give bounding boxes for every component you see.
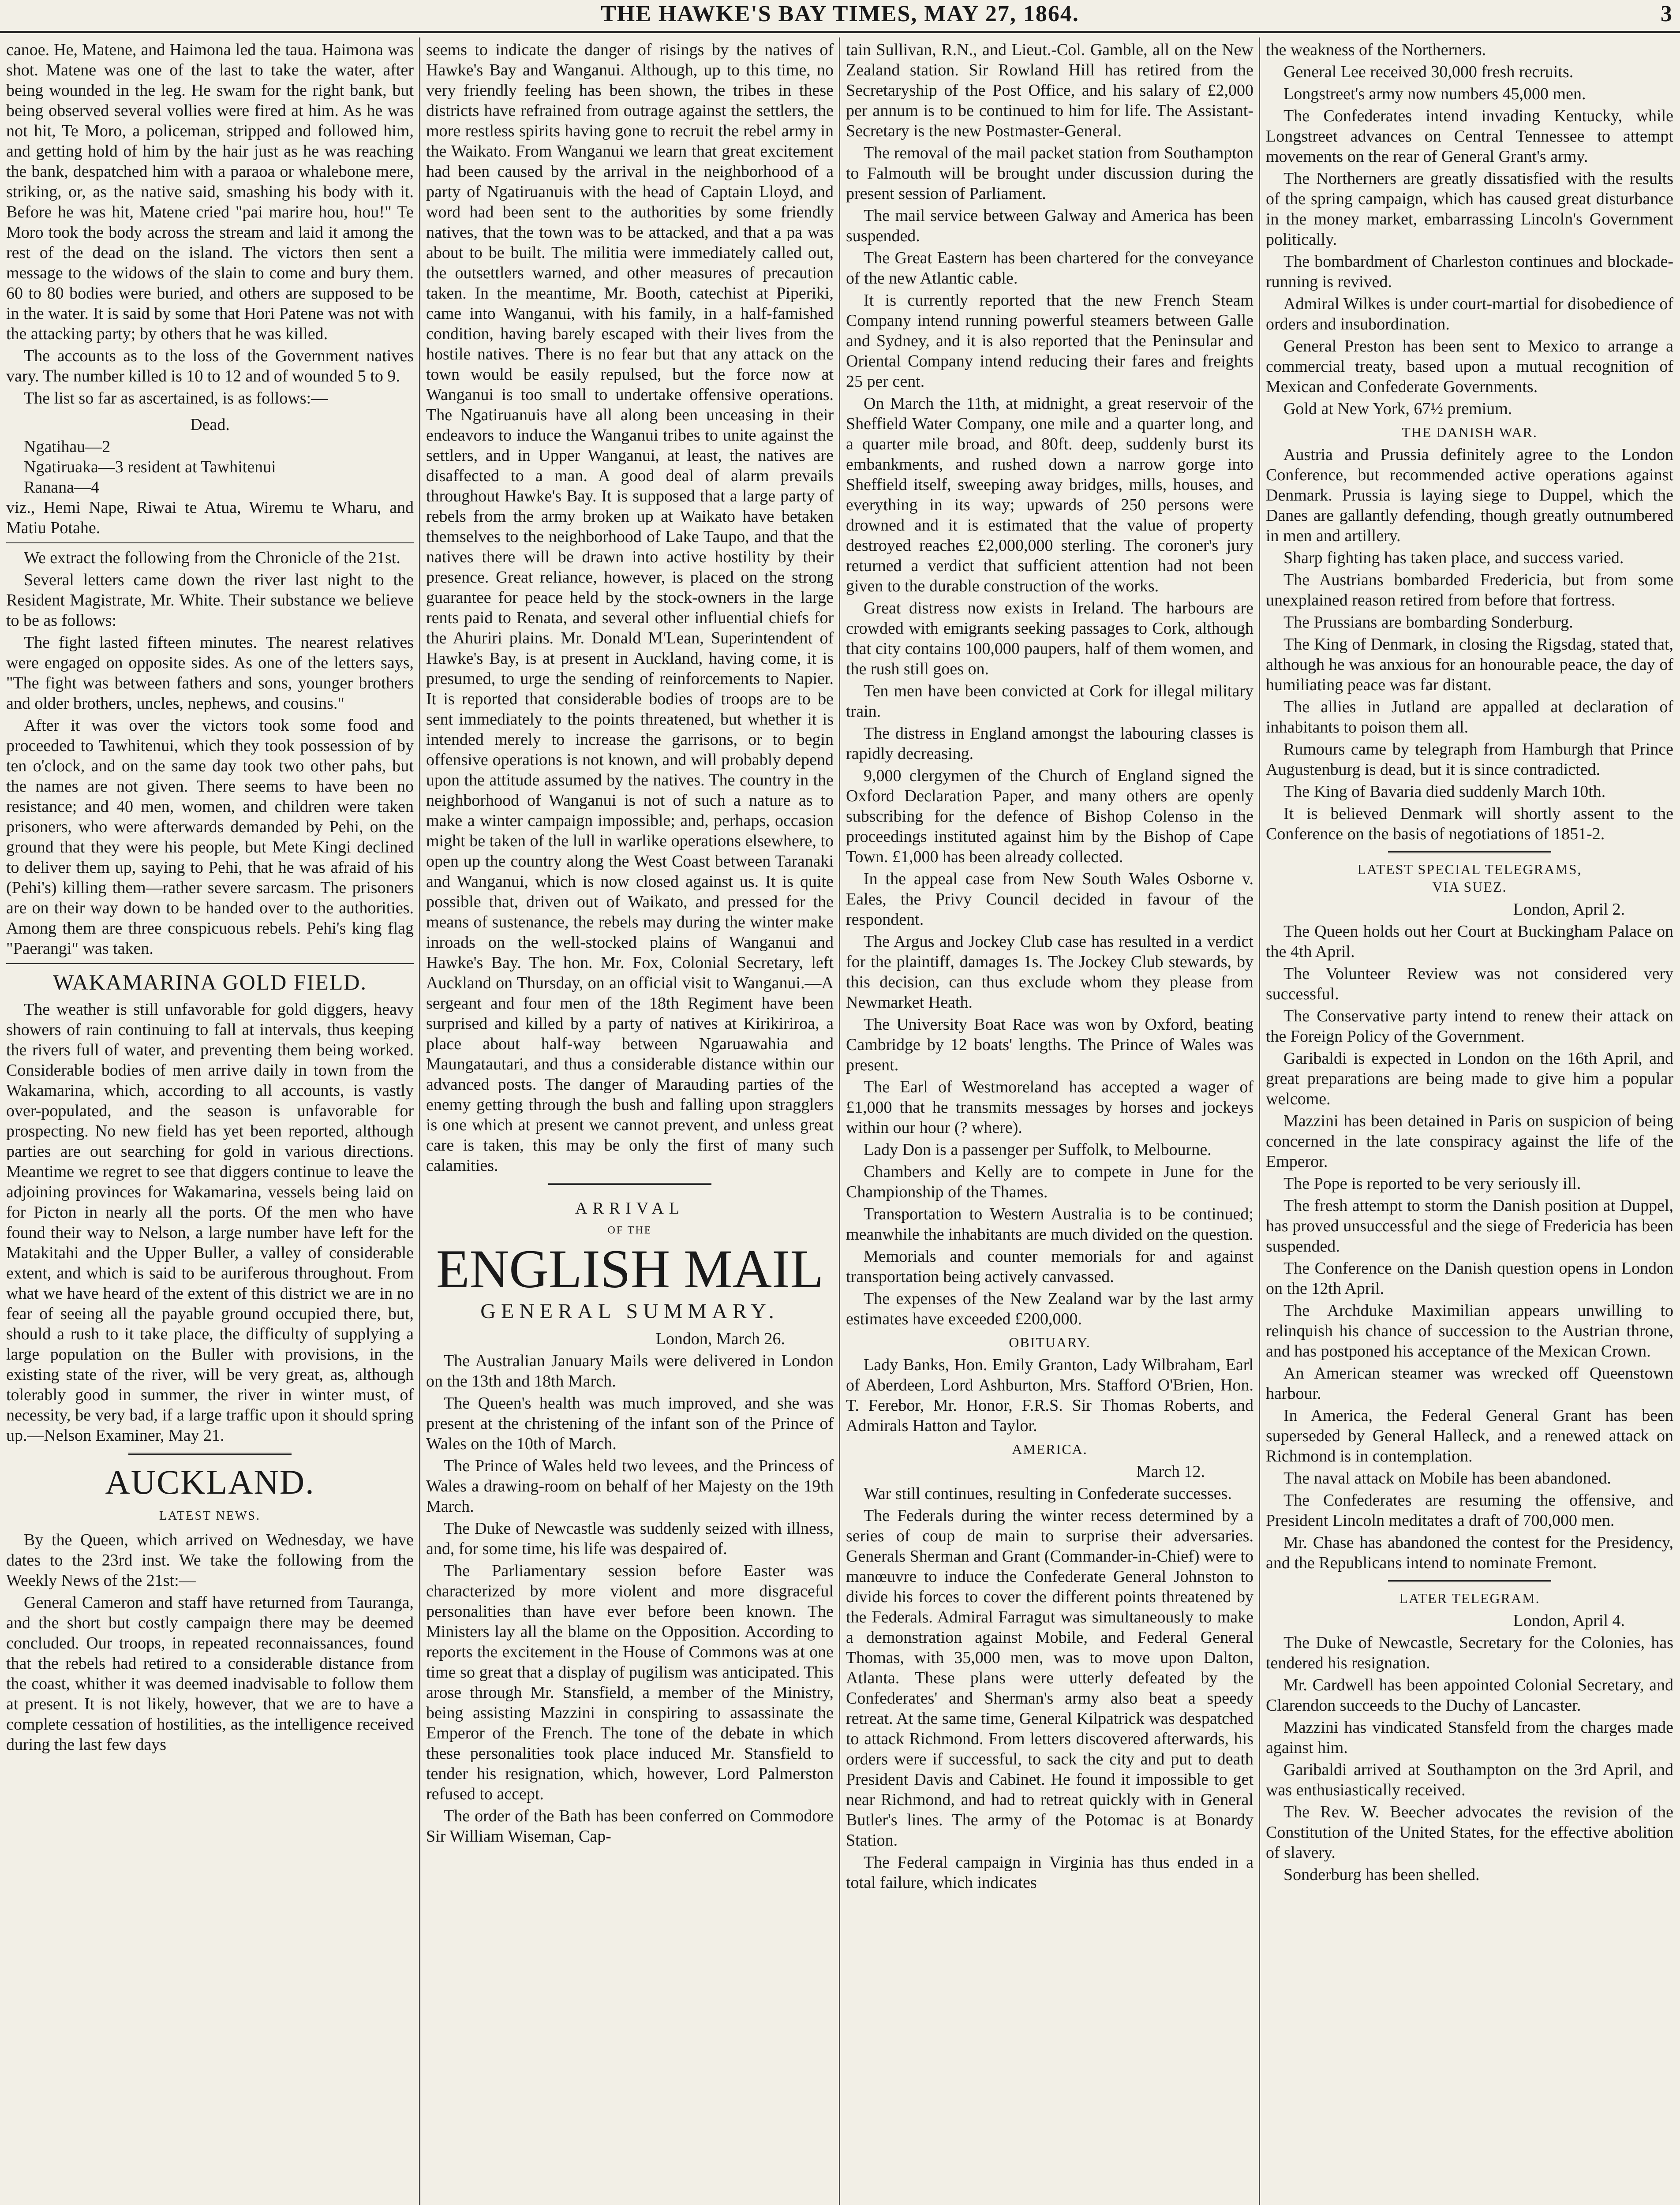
dateline: March 12. (1136, 1462, 1205, 1481)
column-2 (426, 40, 834, 2205)
article-paragraph: Transportation to Western Australia is to be continued; meanwhile the inhabitants are much divided on the question. (846, 1205, 1253, 1244)
dateline: London, March 26. (655, 1330, 785, 1348)
article-paragraph: General Cameron and staff have returned from Tauranga, and the short but costly campaign there may be deemed concluded. Our troops, in repeated reconnaissances, found that the rebels had retired to a considerable distance from the coast, whither it was deemed inadvisable to follow them at present. It is not likely, however, that we are to have a complete cessation of hostilities, as the intelligence received during the last few days (6, 1593, 414, 1754)
article-paragraph: Memorials and counter memorials for and against transportation being actively canvassed. (846, 1247, 1253, 1286)
dead-list-item: Ngatihau—2 (24, 437, 111, 456)
mail-arrival: ARRIVAL (575, 1199, 685, 1218)
article-paragraph: The accounts as to the loss of the Government natives vary. The number killed is 10 to 12 and of wounded 5 to 9. (6, 347, 414, 385)
article-paragraph: The fight lasted fifteen minutes. The nearest relatives were engaged on opposite sides. As one of the letters says, "The fight was between fathers and sons, younger brothers and older brothers, uncles, nephews, and cousins." (6, 633, 414, 713)
article-paragraph: War still continues, resulting in Confederate successes. (864, 1484, 1232, 1503)
article-paragraph: On March the 11th, at midnight, a great reservoir of the Sheffield Water Company, one mile and a quarter long, and a quarter mile broad, and 80ft. deep, suddenly burst its embankments, and rushed down a narrow gorge into Sheffield itself, sweeping away bridges, mills, houses, and everything in its way; upwards of 250 persons were drowned and it is estimated that the value of property destroyed reaches £2,000,000 sterling. The coroner's jury returned a verdict that sufficient attention had not been given to the durable construction of the works. (846, 394, 1253, 595)
article-paragraph: Garibaldi is expected in London on the 16th April, and great preparations are being made to give him a popular welcome. (1266, 1049, 1673, 1108)
article-paragraph: The Pope is reported to be very seriously ill. (1283, 1174, 1581, 1193)
dateline: London, April 4. (1513, 1611, 1625, 1630)
article-paragraph: The bombardment of Charleston continues and blockade-running is revived. (1266, 252, 1673, 291)
article-paragraph: The Argus and Jockey Club case has resulted in a verdict for the plaintiff, damages 1s. The Jockey Club stewards, by this decision, can thus exclude whom they please from Newmarket Heath. (846, 932, 1253, 1012)
mail-of-the: OF THE (607, 1225, 652, 1236)
section-divider (128, 1453, 292, 1455)
article-paragraph: The Northerners are greatly dissatisfied with the results of the spring campaign, which has caused great disturbance in the money market, embarrassing Lincoln's Government politically. (1266, 169, 1673, 249)
page-number: 3 (1661, 1, 1672, 26)
article-paragraph: The Prince of Wales held two levees, and the Princess of Wales a drawing-room on behalf of her Majesty on the 19th March. (426, 1457, 834, 1516)
article-paragraph: tain Sullivan, R.N., and Lieut.-Col. Gamble, all on the New Zealand station. Sir Rowland Hill has retired from the Secretaryship of the Post Office, and his salary of £2,000 per annum is to be continued to him for life. The Assistant-Secretary is the new Postmaster-General. (846, 41, 1253, 140)
dead-names: viz., Hemi Nape, Riwai te Atua, Wiremu te Wharu, and Matiu Potahe. (6, 498, 414, 537)
dead-list-item: Ngatiruaka—3 resident at Tawhitenui (24, 458, 276, 476)
article-paragraph: Several letters came down the river last night to the Resident Magistrate, Mr. White. Their substance we believe to be as follows: (6, 571, 414, 630)
article-paragraph: The Queen's health was much improved, and she was present at the christening of the infant son of the Prince of Wales on the 10th of March. (426, 1394, 834, 1453)
danish-war-heading: THE DANISH WAR. (1402, 424, 1538, 440)
dead-list-heading: Dead. (190, 415, 230, 434)
article-paragraph: Sonderburg has been shelled. (1283, 1865, 1480, 1884)
column-rule (419, 37, 420, 2205)
article-paragraph: canoe. He, Matene, and Haimona led the taua. Haimona was shot. Matene was one of the last to take the water, after being wounded in the leg. He swam for the right bank, but being observed several vollies were fired at him. As he was not hit, Te Moro, a policeman, stripped and followed him, and getting hold of him by the hair just as he was reaching the bank, despatched him with a paraoa or whalebone mere, striking, or, as the native said, smashing his body with it. Before he was hit, Matene cried "pai marire hou, hou!" Te Moro took the body across the stream and laid it among the rest of the dead on the island. The victors then sent a message to the widows of the slain to come and bury them. 60 to 80 bodies were buried, and others are supposed to be in the water. It is said by some that Hori Patene was not with the attacking party; by others that he was killed. (6, 41, 414, 343)
article-paragraph: We extract the following from the Chronicle of the 21st. (24, 549, 400, 567)
article-paragraph: The Australian January Mails were delivered in London on the 13th and 18th March. (426, 1352, 834, 1390)
section-divider (1388, 1580, 1551, 1582)
article-paragraph: General Lee received 30,000 fresh recruits. (1283, 63, 1574, 81)
article-paragraph: The Archduke Maximilian appears unwilling to relinquish his chance of succession to the Austrian throne, and has postponed his acceptance of the Mexican Crown. (1266, 1301, 1673, 1360)
article-paragraph: Lady Banks, Hon. Emily Granton, Lady Wilbraham, Earl of Aberdeen, Lord Ashburton, Mrs. Stafford O'Brien, Hon. T. Ferebor, Mr. Honor, F.R.S. Sir Thomas Roberts, and Admirals Hatton and Taylor. (846, 1356, 1253, 1435)
article-paragraph: Great distress now exists in Ireland. The harbours are crowded with emigrants seeking passages to Cork, although that city contains 100,000 paupers, half of them women, and the rush still goes on. (846, 599, 1253, 678)
article-paragraph: Lady Don is a passenger per Suffolk, to Melbourne. (864, 1140, 1212, 1159)
section-divider (1388, 851, 1551, 853)
article-paragraph: The Austrians bombarded Fredericia, but from some unexplained reason retired from before that fortress. (1266, 571, 1673, 609)
article-paragraph: Sharp fighting has taken place, and success varied. (1283, 549, 1624, 567)
general-summary-heading: GENERAL SUMMARY. (480, 1300, 779, 1323)
article-paragraph: The order of the Bath has been conferred on Commodore Sir William Wiseman, Cap- (426, 1807, 834, 1846)
article-paragraph: The Volunteer Review was not considered very successful. (1266, 964, 1673, 1003)
article-paragraph: It is currently reported that the new French Steam Company intend running powerful steamers between Galle and Sydney, and it is also reported that the Peninsular and Oriental Company intend reducing their fares and freights 25 per cent. (846, 291, 1253, 391)
article-paragraph: Rumours came by telegraph from Hamburgh that Prince Augustenburg is dead, but it is since contradicted. (1266, 740, 1673, 779)
english-mail-heading: ENGLISH MAIL (436, 1239, 824, 1299)
article-paragraph: Mr. Cardwell has been appointed Colonial Secretary, and Clarendon succeeds to the Duchy of Lancaster. (1266, 1676, 1673, 1715)
article-paragraph: Chambers and Kelly are to compete in June for the Championship of the Thames. (846, 1162, 1253, 1201)
article-paragraph: The King of Bavaria died suddenly March 10th. (1283, 782, 1606, 801)
article-paragraph: The list so far as ascertained, is as follows:— (24, 389, 328, 407)
article-paragraph: The Duke of Newcastle was suddenly seized with illness, and, for some time, his life was despaired of. (426, 1519, 834, 1558)
article-paragraph: The Confederates are resuming the offensive, and President Lincoln meditates a draft of 700,000 men. (1266, 1491, 1673, 1530)
latest-telegrams-heading: LATEST SPECIAL TELEGRAMS, (1357, 861, 1582, 877)
article-paragraph: Admiral Wilkes is under court-martial for disobedience of orders and insubordination. (1266, 295, 1673, 333)
masthead-title: THE HAWKE'S BAY TIMES, MAY 27, 1864. (601, 1, 1079, 26)
via-suez-heading: VIA SUEZ. (1432, 879, 1507, 895)
article-paragraph: seems to indicate the danger of risings by the natives of Hawke's Bay and Wanganui. Although, up to this time, no very friendly feeling has been shown, the tribes in these districts have refrained from outrage against the settlers, the more restless spirits having gone to recruit the rebel army in the Waikato. From Wanganui we learn that great excitement had been caused by the arrival in the neighborhood of a party of Ngatiruanuis with the head of Captain Lloyd, and word had been sent to the authorities by some friendly natives, that the town was to be attacked, and that a pa was about to be built. The militia were immediately called out, the outsettlers warned, and other measures of precaution taken. In the meantime, Mr. Booth, catechist at Piperiki, came into Wanganui, with his family, in a half-famished condition, having barely escaped with their lives from the hostile natives. There is no fear but that any attack on the town would be easily repulsed, but the force now at Wanganui is too small to undertake offensive operations. The Ngatiruanuis have all along been unceasing in their endeavors to induce the Wanganui tribes to unite against the settlers, and in Upper Wanganui, at least, the natives are disaffected to a man. A good deal of alarm prevails throughout Hawke's Bay. It is supposed that a large party of rebels from the army broken up at Waikato have betaken themselves to the neighborhood of Lake Taupo, and that the natives there will be drawn into active hostility by their presence. Great reliance, however, is placed on the strong guarantee for peace held by the stock-owners in the large rents paid to Renata, and several other influential chiefs for the Ahuriri plains. Mr. Donald M'Lean, Superintendent of Hawke's Bay, is at present in Auckland, having come, it is presumed, to urge the sending of reinforcements to Napier. It is reported that considerable bodies of troops are to be sent immediately to the points threatened, but whether it is intended merely to increase the garrisons, or to begin offensive operations is not known, and will probably depend upon the attitude assumed by the natives. The country in the neighborhood of Wanganui is not of such a nature as to make a winter campaign impossible; and, perhaps, occasion might be taken of the lull in warlike operations elsewhere, to open up the country along the West Coast between Taranaki and Wanganui, which is now closed against us. It is quite possible that, driven out of Waikato, and pressed for the means of sustenance, the rebels may during the winter make inroads on the well-stocked plains of Wanganui and Hawke's Bay. The hon. Mr. Fox, Colonial Secretary, left Auckland on Thursday, on an official visit to Wanganui.—A sergeant and four men of the 18th Regiment have been surprised and killed by a party of natives at Kirikiriroa, a place about half-way between Ngaruawahia and Maungatautari, and thus a considerable distance within our advanced posts. The danger of Marauding parties of the enemy getting through the bush and falling upon stragglers is one which at present we cannot prevent, and unless great care is taken, this may be only the first of many such calamities. (426, 41, 834, 1175)
article-paragraph: The allies in Jutland are appalled at declaration of inhabitants to poison them all. (1266, 698, 1673, 736)
article-paragraph: Garibaldi arrived at Southampton on the 3rd April, and was enthusiastically received. (1266, 1760, 1673, 1799)
column-4 (1266, 40, 1673, 2205)
article-paragraph: The removal of the mail packet station from Southampton to Falmouth will be brought under discussion during the present session of Parliament. (846, 144, 1253, 203)
article-paragraph: The Queen holds out her Court at Buckingham Palace on the 4th April. (1266, 922, 1673, 961)
later-telegram-heading: LATER TELEGRAM. (1399, 1590, 1540, 1606)
column-rule (839, 37, 840, 2205)
article-paragraph: Gold at New York, 67½ premium. (1283, 400, 1512, 418)
article-paragraph: Longstreet's army now numbers 45,000 men. (1283, 85, 1586, 103)
article-paragraph: The Great Eastern has been chartered for the conveyance of the new Atlantic cable. (846, 249, 1253, 288)
article-paragraph: The Rev. W. Beecher advocates the revision of the Constitution of the United States, for the effective abolition of slavery. (1266, 1803, 1673, 1862)
auckland-heading: AUCKLAND. (105, 1463, 315, 1501)
article-paragraph: Mazzini has vindicated Stansfeld from the charges made against him. (1266, 1718, 1673, 1757)
article-paragraph: By the Queen, which arrived on Wednesday, we have dates to the 23rd inst. We take the following from the Weekly News of the 21st:— (6, 1531, 414, 1590)
article-paragraph: The Parliamentary session before Easter was characterized by more violent and more disgraceful personalities than have ever before been known. The Ministers lay all the blame on the Opposition. According to reports the excitement in the House of Commons was at one time so great that a display of pugilism was anticipated. This arose through Mr. Stansfield, a member of the Ministry, being assisting Mazzini in conspiring to assassinate the Emperor of the French. The tone of the debate in which these personalities took place induced Mr. Stansfield to tender his resignation, which, however, Lord Palmerston refused to accept. (426, 1562, 834, 1803)
article-paragraph: Austria and Prussia definitely agree to the London Conference, but recommended active operations against Denmark. Prussia is laying siege to Duppel, which the Danes are gallantly defending, though greatly outnumbered in men and artillery. (1266, 445, 1673, 545)
article-paragraph: General Preston has been sent to Mexico to arrange a commercial treaty, based upon a mutual recognition of Mexican and Confederate Governments. (1266, 337, 1673, 396)
article-paragraph: The expenses of the New Zealand war by the last army estimates have exceeded £200,000. (846, 1289, 1253, 1328)
article-paragraph: 9,000 clergymen of the Church of England signed the Oxford Declaration Paper, and many others are openly subscribing for the defence of Bishop Colenso in the proceedings instituted against him by the Bishop of Cape Town. £1,000 has been already collected. (846, 766, 1253, 866)
article-paragraph: The mail service between Galway and America has been suspended. (846, 206, 1253, 245)
article-paragraph: The Earl of Westmoreland has accepted a wager of £1,000 that he transmits messages by horses and jockeys within our hour (? where). (846, 1078, 1253, 1137)
article-paragraph: After it was over the victors took some food and proceeded to Tawhitenui, which they took possession of by ten o'clock, and on the same day took two other pahs, but the names are not given. There seems to have been no resistance; and 40 men, women, and children were taken prisoners, who were afterwards demanded by Pehi, on the ground that they were his people, but Mete Kingi declined to deliver them up, saying to Pehi, that he was afraid of his (Pehi's) killing them—rather severe sarcasm. The prisoners are on their way down to be handed over to the authorities. Among them are three conspicuous rebels. Pehi's king flag "Paerangi" was taken. (6, 716, 414, 958)
section-divider (548, 1183, 711, 1185)
masthead (0, 0, 1680, 33)
article-paragraph: The Conference on the Danish question opens in London on the 12th April. (1266, 1259, 1673, 1298)
america-heading: AMERICA. (1012, 1441, 1088, 1457)
dateline: London, April 2. (1513, 900, 1625, 919)
section-divider (6, 963, 414, 964)
article-paragraph: The Federals during the winter recess determined by a series of coup de main to surprise their adversaries. Generals Sherman and Grant (Commander-in-Chief) were to manœuvre to induce the Confederate General Johnston to divide his forces to cover the different points threatened by the Federals. Admiral Farragut was simultaneously to make a demonstration against Mobile, and Federal General Thomas, with 35,000 men, was to move upon Dalton, Atlanta. These plans were utterly defeated by the Confederates' and Sherman's army also beat a speedy retreat. At the same time, General Kilpatrick was despatched to attack Richmond. From letters discovered afterwards, his orders were if successful, to sack the city and put to death President Davis and Cabinet. He found it impossible to get near Richmond, and had to retreat quickly with in General Butler's lines. The army of the Potomac is at Bonardy Station. (846, 1506, 1253, 1850)
wakamarina-heading: WAKAMARINA GOLD FIELD. (52, 970, 367, 994)
section-divider (6, 542, 414, 543)
article-paragraph: The distress in England amongst the labouring classes is rapidly decreasing. (846, 724, 1253, 763)
article-paragraph: In the appeal case from New South Wales Osborne v. Eales, the Privy Council decided in favour of the respondent. (846, 870, 1253, 929)
article-paragraph: Mr. Chase has abandoned the contest for the Presidency, and the Republicans intend to nominate Fremont. (1266, 1533, 1673, 1572)
article-paragraph: The Confederates intend invading Kentucky, while Longstreet advances on Central Tennessee to attempt movements on the rear of General Grant's army. (1266, 107, 1673, 166)
column-1 (6, 40, 414, 2205)
article-paragraph: It is believed Denmark will shortly assent to the Conference on the basis of negotiations of 1851-2. (1266, 804, 1673, 843)
article-paragraph: The University Boat Race was won by Oxford, beating Cambridge by 12 boats' lengths. The Prince of Wales was present. (846, 1015, 1253, 1074)
article-paragraph: The Prussians are bombarding Sonderburg. (1283, 613, 1573, 632)
article-paragraph: the weakness of the Northerners. (1266, 41, 1486, 59)
article-paragraph: The King of Denmark, in closing the Rigsdag, stated that, although he was anxious for an honourable peace, the day of humiliating peace was far distant. (1266, 635, 1673, 694)
column-rule (1259, 37, 1260, 2205)
article-paragraph: The Federal campaign in Virginia has thus ended in a total failure, which indicates (846, 1853, 1253, 1892)
article-paragraph: An American steamer was wrecked off Queenstown harbour. (1266, 1364, 1673, 1403)
column-3 (846, 40, 1253, 2205)
article-paragraph: The Duke of Newcastle, Secretary for the Colonies, has tendered his resignation. (1266, 1633, 1673, 1672)
article-paragraph: The naval attack on Mobile has been abandoned. (1283, 1469, 1611, 1487)
auckland-subheading: LATEST NEWS. (159, 1509, 261, 1523)
article-paragraph: The Conservative party intend to renew their attack on the Foreign Policy of the Government. (1266, 1007, 1673, 1046)
article-paragraph: The fresh attempt to storm the Danish position at Duppel, has proved unsuccessful and the siege of Fredericia has been suspended. (1266, 1196, 1673, 1256)
dead-list-item: Ranana—4 (24, 478, 99, 497)
article-paragraph: Ten men have been convicted at Cork for illegal military train. (846, 682, 1253, 721)
article-paragraph: The weather is still unfavorable for gold diggers, heavy showers of rain continuing to fall at intervals, thus keeping the rivers full of water, and preventing them being worked. Considerable bodies of men arrive daily in town from the Wakamarina, which, according to all accounts, is vastly over-populated, and the season is unfavorable for prospecting. No new field has yet been reported, although parties are out searching for gold in various directions. Meantime we regret to see that diggers continue to leave the adjoining provinces for Wakamarina, vessels being laid on for Picton in nearly all the ports. Of the men who have found their way to Nelson, a large number have left for the Matakitahi and the Upper Buller, a valley of considerable extent, and which is said to be auriferous throughout. From what we have heard of the extent of this district we are in no fear of seeing all the payable ground occupied there, but, should a rush to it take place, the difficulty of supplying a large population on the Buller with provisions, in the existing state of the river, will be very great, as, although tolerably good in summer, the river in winter must, of necessity, be very bad, if a large traffic upon it should spring up.—Nelson Examiner, May 21. (6, 1000, 414, 1445)
article-paragraph: In America, the Federal General Grant has been superseded by General Halleck, and a renewed attack on Richmond is in contemplation. (1266, 1406, 1673, 1465)
article-paragraph: Mazzini has been detained in Paris on suspicion of being concerned in the late conspiracy against the life of the Emperor. (1266, 1112, 1673, 1171)
obituary-heading: OBITUARY. (1009, 1334, 1091, 1350)
